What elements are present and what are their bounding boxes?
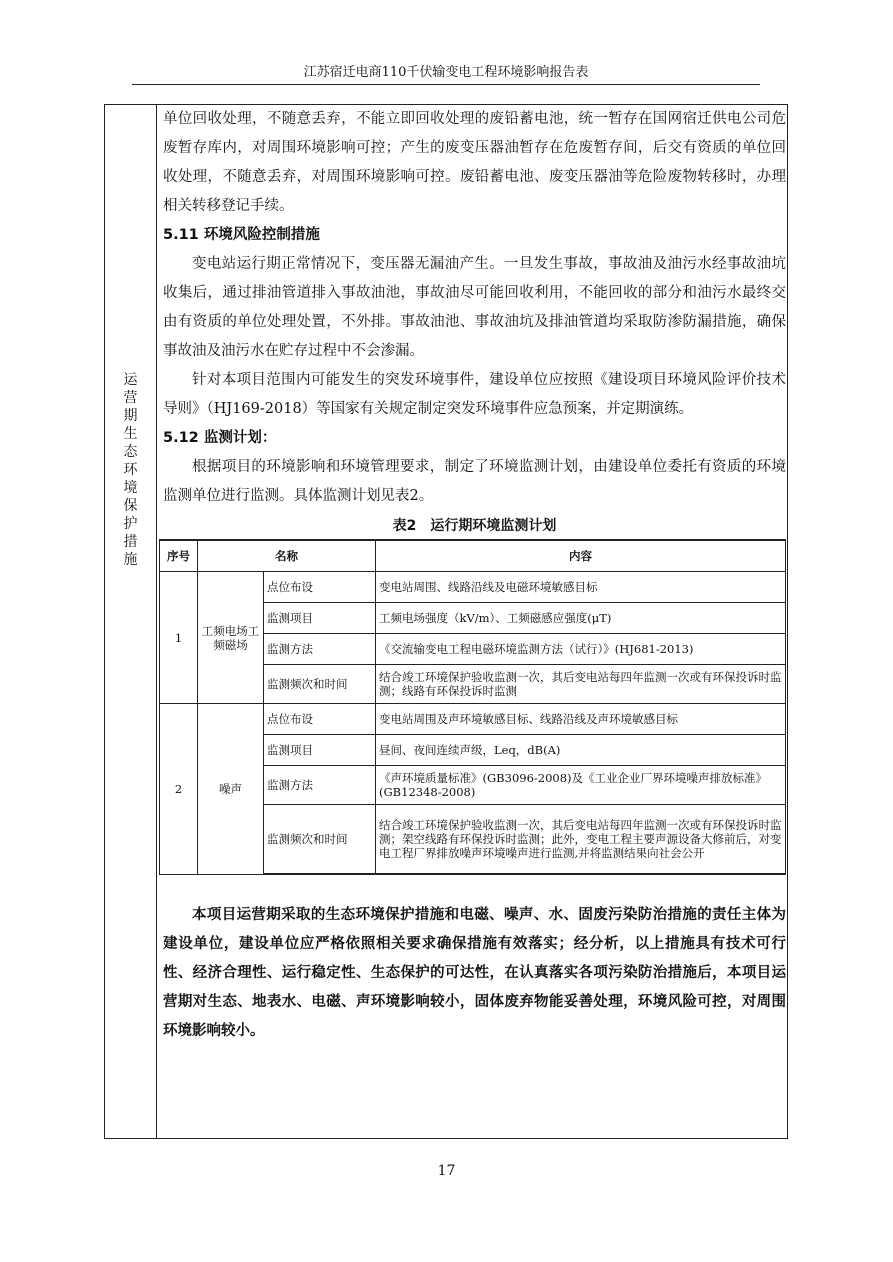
row-content: 变电站周围、线路沿线及电磁环境敏感目标 xyxy=(376,572,786,603)
paragraph-monitoring-intro: 根据项目的环境影响和环境管理要求，制定了环境监测计划，由建设单位委托有资质的环境监测单位进行监测。具体监测计划见表2。 xyxy=(163,459,786,504)
table-row xyxy=(160,572,786,603)
row-content: 结合竣工环境保护验收监测一次，其后变电站每四年监测一次或有环保投诉时监测；架空线路有环保投诉时监测；此外，变电工程主要声源设备大修前后，对变电工程厂界排放噪声环境噪声进行监测,并将监测结果向社会公开 xyxy=(376,805,786,875)
header-content: 内容 xyxy=(376,540,786,572)
group-no: 1 xyxy=(160,572,198,704)
row-item: 点位布设 xyxy=(264,704,376,735)
group-name: 噪声 xyxy=(198,704,264,875)
table-header-row xyxy=(160,540,786,572)
row-item: 监测方法 xyxy=(264,634,376,665)
row-item: 监测方法 xyxy=(264,766,376,805)
form-frame xyxy=(104,104,788,1139)
row-item: 监测项目 xyxy=(264,735,376,766)
group-name: 工频电场工频磁场 xyxy=(198,572,264,704)
side-label-column xyxy=(105,105,157,1138)
group-no: 2 xyxy=(160,704,198,875)
page-header-title: 江苏宿迁电商110千伏输变电工程环境影响报告表 xyxy=(303,65,589,80)
row-content: 变电站周围及声环境敏感目标、线路沿线及声环境敏感目标 xyxy=(376,704,786,735)
row-content: 《交流输变电工程电磁环境监测方法（试行）》(HJ681-2013) xyxy=(376,634,786,665)
table-caption: 表2 运行期环境监测计划 xyxy=(392,518,557,534)
side-label: 运营期生态环境保护措施 xyxy=(123,372,139,568)
row-content: 昼间、夜间连续声级，Leq，dB(A) xyxy=(376,735,786,766)
paragraph-emergency-plan: 针对本项目范围内可能发生的突发环境事件，建设单位应按照《建设项目环境风险评价技术导则》（HJ169-2018）等国家有关规定制定突发环境事件应急预案，并定期演练。 xyxy=(163,372,786,417)
header-rule xyxy=(132,84,760,85)
monitoring-plan-table xyxy=(159,539,786,875)
row-content: 结合竣工环境保护验收监测一次，其后变电站每四年监测一次或有环保投诉时监测；线路有环保投诉时监测 xyxy=(376,665,786,704)
paragraph-waste-handling: 单位回收处理，不随意丢弃，不能立即回收处理的废铅蓄电池，统一暂存在国网宿迁供电公司危废暂存库内，对周围环境影响可控；产生的废变压器油暂存在危废暂存间，后交有资质的单位回收处理，不随意丢弃，对周围环境影响可控。废铅蓄电池、废变压器油等危险废物转移时，办理相关转移登记手续。 xyxy=(163,111,786,214)
paragraph-risk-control: 变电站运行期正常情况下，变压器无漏油产生。一旦发生事故，事故油及油污水经事故油坑收集后，通过排油管道排入事故油池，事故油尽可能回收利用，不能回收的部分和油污水最终交由有资质的单位处理处置，不外排。事故油池、事故油坑及排油管道均采取防渗防漏措施，确保事故油及油污水在贮存过程中不会渗漏。 xyxy=(163,256,786,359)
page-number: 17 xyxy=(437,1163,456,1179)
row-content: 《声环境质量标准》(GB3096-2008)及《工业企业厂界环境噪声排放标准》(GB12348-2008) xyxy=(376,766,786,805)
row-item: 监测项目 xyxy=(264,603,376,634)
section-heading-5-11: 5.11 环境风险控制措施 xyxy=(163,227,320,243)
row-content: 工频电场强度（kV/m）、工频磁感应强度(μT) xyxy=(376,603,786,634)
row-item: 监测频次和时间 xyxy=(264,805,376,875)
header-no: 序号 xyxy=(160,540,198,572)
row-item: 点位布设 xyxy=(264,572,376,603)
table-row xyxy=(160,704,786,735)
content-cell xyxy=(163,105,786,1061)
section-heading-5-12: 5.12 监测计划： xyxy=(163,430,277,446)
summary-paragraph: 本项目运营期采取的生态环境保护措施和电磁、噪声、水、固废污染防治措施的责任主体为建设单位，建设单位应严格依照相关要求确保措施有效落实；经分析，以上措施具有技术可行性、经济合理性、运行稳定性、生态保护的可达性，在认真落实各项污染防治措施后，本项目运营期对生态、地表水、电磁、声环境影响较小，固体废弃物能妥善处理，环境风险可控，对周围环境影响较小。 xyxy=(163,907,786,1039)
row-item: 监测频次和时间 xyxy=(264,665,376,704)
header-name: 名称 xyxy=(198,540,376,572)
